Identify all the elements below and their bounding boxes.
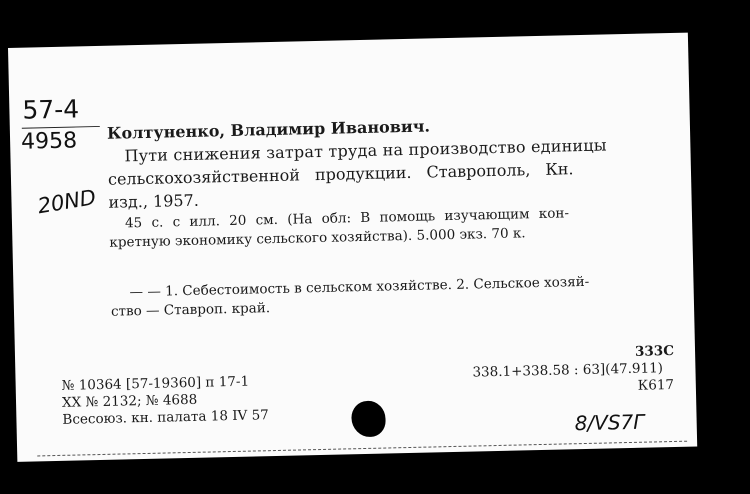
author-mark: К617 xyxy=(637,376,675,394)
card-bottom-rule xyxy=(37,441,687,457)
author-heading: Колтуненко, Владимир Иванович. xyxy=(106,116,431,143)
title-line-1: Пути снижения затрат труда на производство единицы xyxy=(124,135,607,166)
collation-line-2: кретную экономику сельского хозяйства). 5.000 экз. 70 к. xyxy=(109,225,526,251)
handwritten-call-number-bottom: 4958 xyxy=(20,128,78,155)
registration-number: № 10364 [57-19360] п 17-1 xyxy=(61,373,250,394)
catalog-card xyxy=(8,33,697,462)
handwritten-call-number-top: 57-4 xyxy=(22,94,80,125)
registration-series: XX № 2132; № 4688 xyxy=(61,391,198,411)
subjects-line-2: ство — Ставроп. край. xyxy=(110,300,271,320)
handwritten-mark: 20ND xyxy=(35,185,98,219)
classification-index: 338.1+338.58 : 63](47.911) xyxy=(472,360,664,381)
book-chamber-stamp: Всесоюз. кн. палата 18 IV 57 xyxy=(62,407,269,428)
title-line-2: сельскохозяйственной продукции. Ставрополь, Кн. xyxy=(107,159,574,189)
title-line-3: изд., 1957. xyxy=(108,190,200,212)
classification-code: 333С xyxy=(634,342,675,360)
collation-line-1: 45 с. с илл. 20 см. (На обл: В помощь изучающим кон- xyxy=(124,205,570,232)
ink-blot xyxy=(351,401,386,438)
handwritten-footer-note: 8/VS7Г xyxy=(574,409,645,436)
subjects-line-1: — — 1. Себестоимость в сельском хозяйстве. 2. Сельское хозяй- xyxy=(129,273,590,301)
